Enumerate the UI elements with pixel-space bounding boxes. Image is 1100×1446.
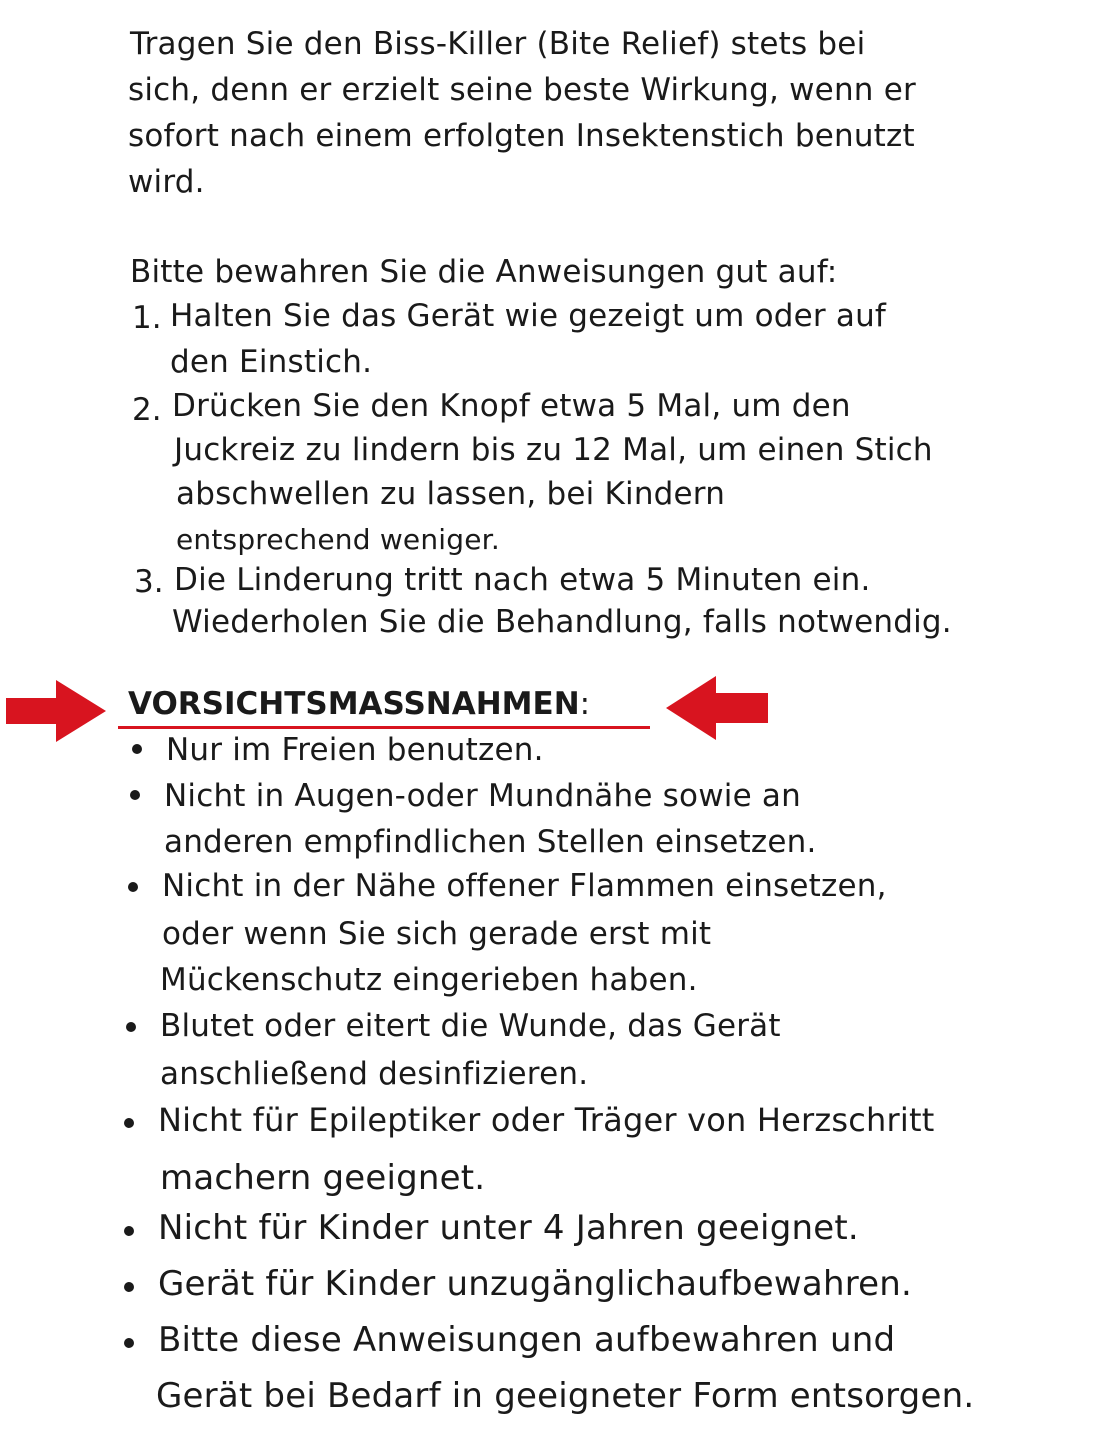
precautions-underline xyxy=(118,726,650,729)
precaution-line: Gerät für Kinder unzugänglichaufbewahren. xyxy=(158,1264,913,1304)
precaution-line: Nicht in Augen-oder Mundnähe sowie an xyxy=(164,778,801,814)
step-line: entsprechend weniger. xyxy=(176,523,500,556)
precaution-line: oder wenn Sie sich gerade erst mit xyxy=(162,916,712,952)
bullet-icon xyxy=(128,882,138,892)
intro-line: wird. xyxy=(128,164,205,200)
precaution-line: Nicht in der Nähe offener Flammen einsetzen, xyxy=(162,868,887,904)
bullet-icon xyxy=(130,790,140,800)
precaution-line: Blutet oder eitert die Wunde, das Gerät xyxy=(160,1008,781,1044)
precaution-line: Mückenschutz eingerieben haben. xyxy=(160,962,698,998)
precautions-colon: : xyxy=(579,686,591,722)
precaution-line: Nicht für Epileptiker oder Träger von Herzschritt xyxy=(158,1101,935,1139)
step-line: den Einstich. xyxy=(170,344,373,380)
bullet-icon xyxy=(124,1282,134,1292)
bullet-icon xyxy=(124,1226,134,1236)
arrow-left-icon xyxy=(666,676,768,740)
step-number: 1. xyxy=(132,300,162,336)
step-line: Halten Sie das Gerät wie gezeigt um oder auf xyxy=(170,298,887,334)
bullet-icon xyxy=(124,1338,134,1348)
step-number: 3. xyxy=(134,564,164,600)
intro-line: Tragen Sie den Biss-Killer (Bite Relief) stets bei xyxy=(130,26,866,62)
precautions-title xyxy=(128,686,590,722)
bullet-icon xyxy=(126,1022,136,1032)
precautions-title-text: VORSICHTSMASSNAHMEN xyxy=(128,686,580,722)
precaution-line: machern geeignet. xyxy=(160,1158,486,1198)
precaution-line: Nicht für Kinder unter 4 Jahren geeignet. xyxy=(158,1208,859,1248)
precaution-line: Gerät bei Bedarf in geeigneter Form entsorgen. xyxy=(156,1376,975,1416)
precaution-line: Nur im Freien benutzen. xyxy=(166,732,544,768)
intro-line: sofort nach einem erfolgten Insektenstich benutzt xyxy=(128,118,915,154)
step-number: 2. xyxy=(132,392,162,428)
instructions-heading: Bitte bewahren Sie die Anweisungen gut auf: xyxy=(130,254,838,290)
precaution-line: anderen empfindlichen Stellen einsetzen. xyxy=(164,824,817,860)
step-line: Wiederholen Sie die Behandlung, falls notwendig. xyxy=(172,604,952,640)
precaution-line: Bitte diese Anweisungen aufbewahren und xyxy=(158,1320,896,1360)
intro-line: sich, denn er erzielt seine beste Wirkung, wenn er xyxy=(128,72,916,108)
bullet-icon xyxy=(132,744,142,754)
step-line: Die Linderung tritt nach etwa 5 Minuten ein. xyxy=(174,562,871,598)
step-line: Juckreiz zu lindern bis zu 12 Mal, um einen Stich xyxy=(174,432,933,468)
arrow-right-icon xyxy=(6,680,106,742)
step-line: abschwellen zu lassen, bei Kindern xyxy=(176,476,726,512)
bullet-icon xyxy=(124,1118,134,1128)
precaution-line: anschließend desinfizieren. xyxy=(160,1056,589,1092)
step-line: Drücken Sie den Knopf etwa 5 Mal, um den xyxy=(172,388,851,424)
